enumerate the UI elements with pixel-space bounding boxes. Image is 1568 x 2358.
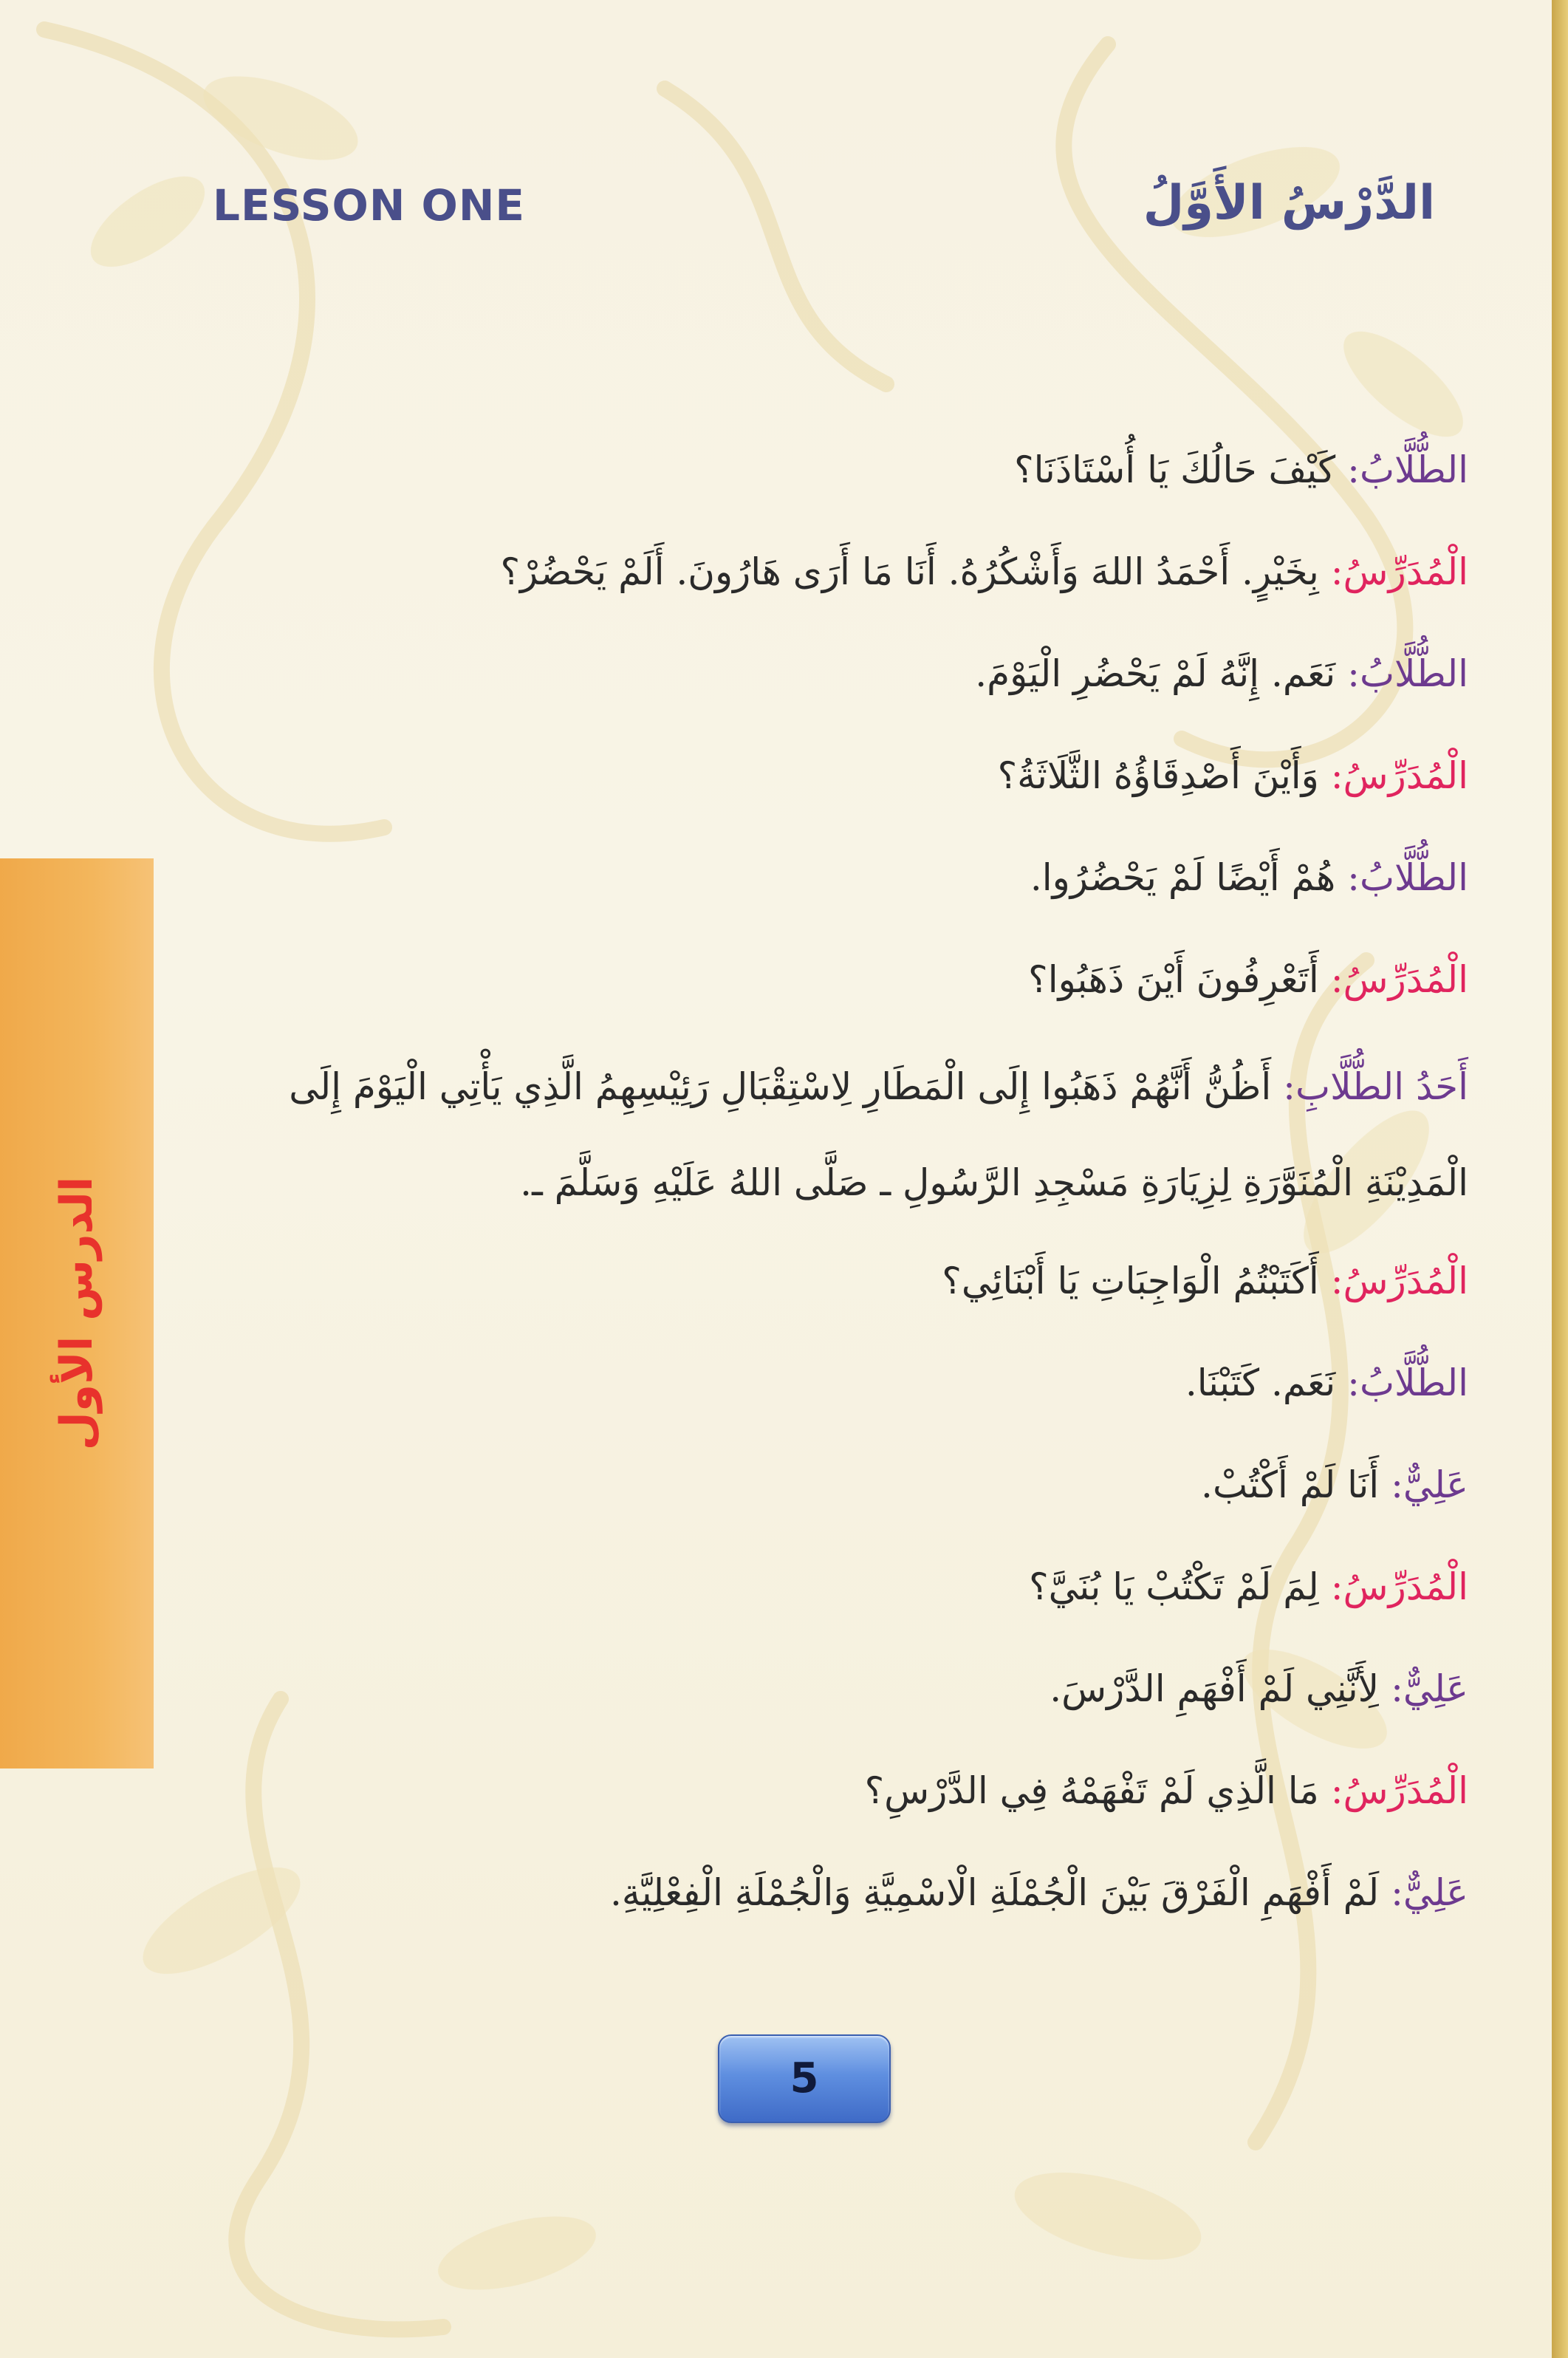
page-edge-strip [1552,0,1568,2358]
dialogue-text: هُمْ أَيْضًا لَمْ يَحْضُرُوا. [1030,856,1336,899]
dialogue-line [185,1340,1468,1442]
speaker-label: الْمُدَرِّسُ: [1330,1565,1468,1608]
dialogue-text: مَا الَّذِي لَمْ تَفْهَمْهُ فِي الدَّرْسِ؟ [864,1769,1319,1812]
dialogue-text: لِمَ لَمْ تَكْتُبْ يَا بُنَيَّ؟ [1029,1565,1319,1608]
dialogue-text: لِأَنَّنِي لَمْ أَفْهَمِ الدَّرْسَ. [1050,1667,1380,1710]
speaker-label: الْمُدَرِّسُ: [1330,1769,1468,1812]
dialogue-text: أَتَعْرِفُونَ أَيْنَ ذَهَبُوا؟ [1028,958,1319,1001]
dialogue-line [185,733,1468,835]
dialogue-line [185,529,1468,631]
speaker-label: الطُّلَّابُ: [1347,856,1468,899]
speaker-label: الْمُدَرِّسُ: [1330,754,1468,797]
dialogue-list [185,427,1468,1952]
dialogue-text: أَكَتَبْتُمُ الْوَاجِبَاتِ يَا أَبْنَائِي؟ [942,1260,1319,1302]
side-chapter-tab-label: الدرس الأول [51,1176,103,1451]
speaker-label: الْمُدَرِّسُ: [1330,1260,1468,1302]
page-number-badge [718,2034,891,2123]
dialogue-text: كَيْفَ حَالُكَ يَا أُسْتَاذَنَا؟ [1014,448,1336,491]
dialogue-line [185,1442,1468,1544]
dialogue-line [185,835,1468,937]
speaker-label: الْمُدَرِّسُ: [1330,550,1468,593]
dialogue-line [185,1748,1468,1850]
speaker-label: الطُّلَّابُ: [1347,448,1468,491]
speaker-label: الْمُدَرِّسُ: [1330,958,1468,1001]
page-number: 5 [790,2054,819,2102]
dialogue-line [185,1850,1468,1952]
dialogue-line [185,1544,1468,1646]
dialogue-line [185,937,1468,1039]
lesson-title-arabic: الدَّرْسُ الأَوَّلُ [1143,176,1435,230]
dialogue-line [185,427,1468,529]
dialogue-text: أَظُنُّ أَنَّهُمْ ذَهَبُوا إِلَى الْمَطَارِ لِاسْتِقْبَالِ رَئِيْسِهِمُ الَّذِي يَأْتِي الْيَوْمَ إِلَى الْمَدِيْنَةِ الْمُنَوَّرَةِ لِزِيَارَةِ مَسْجِدِ الرَّسُولِ ـ صَلَّى اللهُ عَلَيْهِ وَسَلَّمَ ـ. [289,1065,1468,1204]
speaker-label: الطُّلَّابُ: [1347,1361,1468,1404]
lesson-title-english: LESSON ONE [213,180,526,230]
dialogue-text: وَأَيْنَ أَصْدِقَاؤُهُ الثَّلَاثَةُ؟ [997,754,1319,797]
speaker-label: عَلِيٌّ: [1391,1667,1468,1710]
dialogue-line [185,1238,1468,1340]
speaker-label: الطُّلَّابُ: [1347,652,1468,695]
dialogue-line [185,1646,1468,1748]
dialogue-line [185,1039,1468,1238]
dialogue-text: أَنَا لَمْ أَكْتُبْ. [1201,1463,1380,1506]
speaker-label: أَحَدُ الطُّلَّابِ: [1283,1065,1468,1108]
dialogue-text: لَمْ أَفْهَمِ الْفَرْقَ بَيْنَ الْجُمْلَةِ الْاسْمِيَّةِ وَالْجُمْلَةِ الْفِعْلِيَّةِ. [609,1871,1380,1914]
dialogue-text: نَعَم. إِنَّهُ لَمْ يَحْضُرِ الْيَوْمَ. [975,652,1336,695]
dialogue-text: بِخَيْرٍ. أَحْمَدُ اللهَ وَأَشْكُرُهُ. أَنَا مَا أَرَى هَارُونَ. أَلَمْ يَحْضُرْ؟ [500,550,1319,593]
dialogue-text: نَعَم. كَتَبْنَا. [1185,1361,1336,1404]
speaker-label: عَلِيٌّ: [1391,1463,1468,1506]
dialogue-line [185,631,1468,733]
speaker-label: عَلِيٌّ: [1391,1871,1468,1914]
